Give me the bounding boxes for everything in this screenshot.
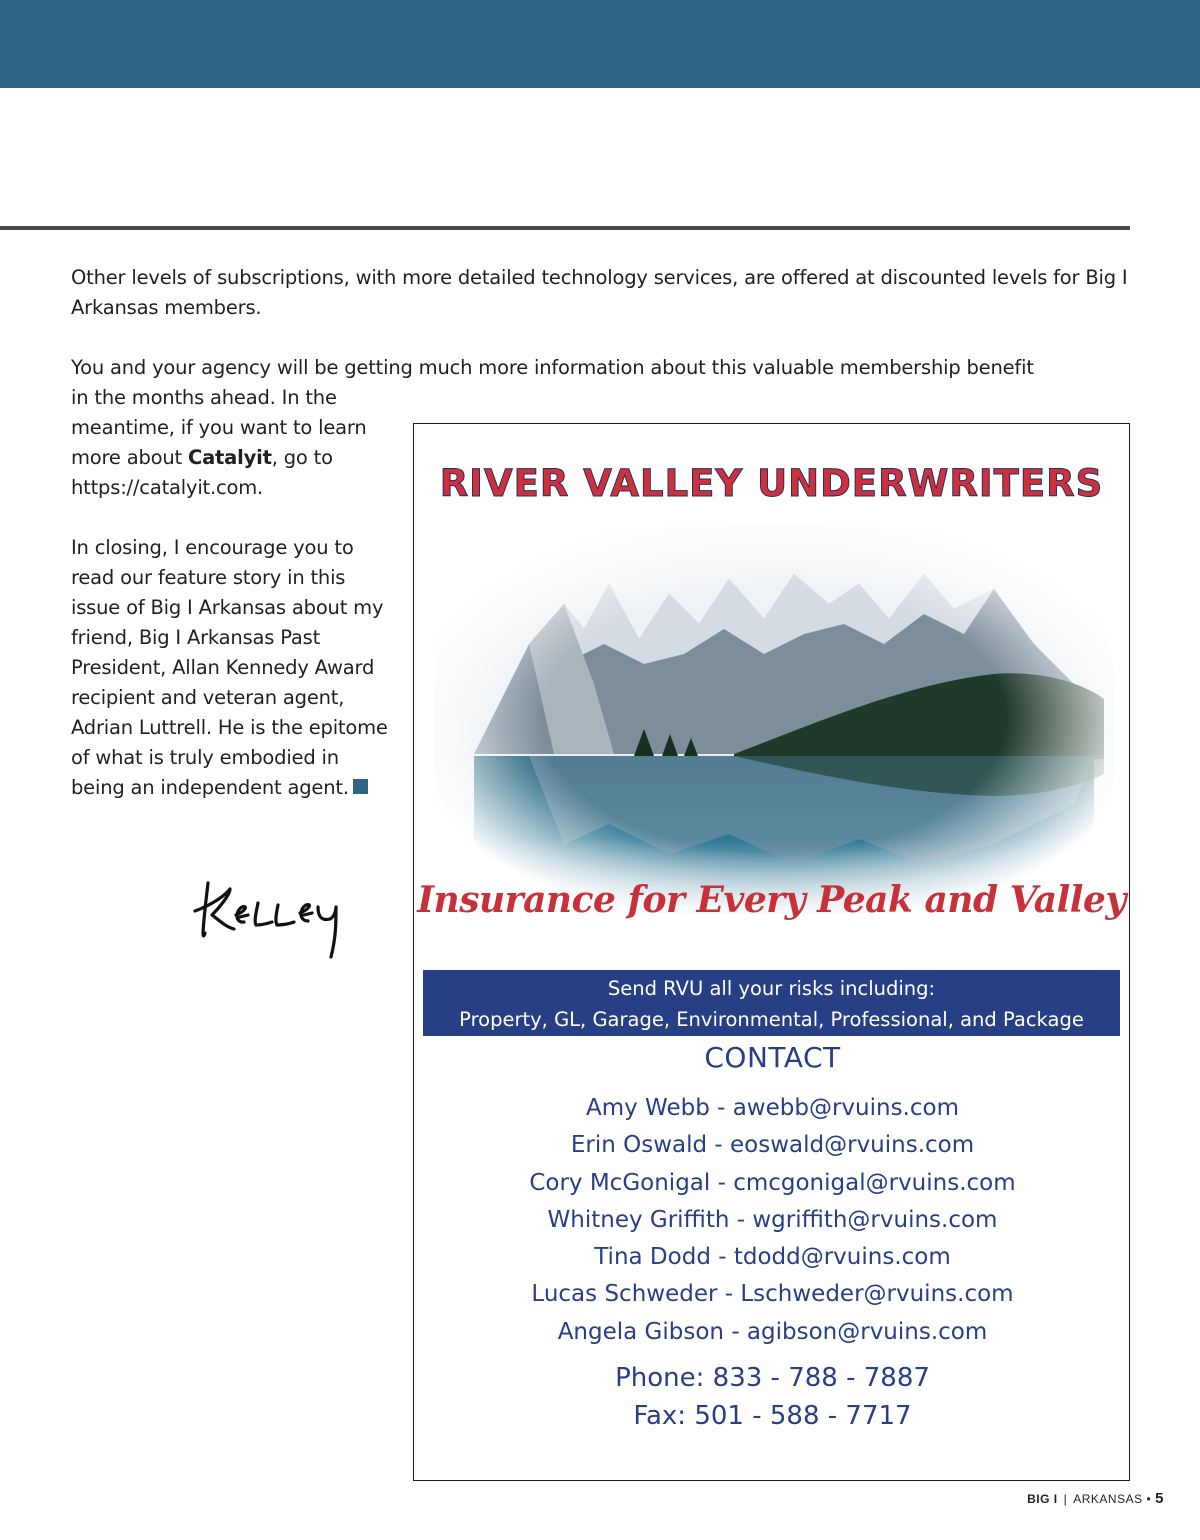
contact-list xyxy=(414,1090,1130,1351)
phone-fax-block xyxy=(414,1359,1130,1435)
signature-kelley xyxy=(186,875,356,970)
page-footer xyxy=(1027,1490,1164,1507)
contact-item[interactable]: Whitney Griffith - wgriffith@rvuins.com xyxy=(547,1206,998,1233)
page-number: 5 xyxy=(1155,1490,1164,1507)
paragraph-catalyit-before: in the months ahead. In the meantime, if you want to learn more about xyxy=(71,386,367,469)
left-text-column xyxy=(71,383,391,833)
phone-number[interactable]: Phone: 833 - 788 - 7887 xyxy=(615,1363,930,1393)
contact-item[interactable]: Cory McGonigal - cmcgonigal@rvuins.com xyxy=(529,1169,1016,1196)
risk-band xyxy=(423,970,1120,1036)
footer-separator: | xyxy=(1063,1492,1068,1506)
paragraph-subscriptions: Other levels of subscriptions, with more detailed technology services, are offered at discounted levels for Big I Arkansas members. xyxy=(71,266,1128,319)
ad-tagline: Insurance for Every Peak and Valley xyxy=(417,879,1126,921)
risk-band-line-1: Send RVU all your risks including: xyxy=(607,977,936,1000)
contact-item[interactable]: Tina Dodd - tdodd@rvuins.com xyxy=(594,1244,951,1271)
fax-number: Fax: 501 - 588 - 7717 xyxy=(633,1401,912,1431)
paragraph-catalyit-after: , go to https://catalyit.com. xyxy=(71,446,333,499)
paragraph-more-info-line: You and your agency will be getting much more information about this valuable membership benefit xyxy=(71,356,1034,379)
contact-item[interactable]: Angela Gibson - agibson@rvuins.com xyxy=(557,1318,988,1345)
top-banner xyxy=(0,0,1200,88)
footer-bullet: • xyxy=(1146,1492,1152,1506)
header-rule xyxy=(0,226,1130,230)
footer-brand: BIG I xyxy=(1027,1492,1058,1506)
paragraph-catalyit xyxy=(71,383,391,503)
contact-item[interactable]: Erin Oswald - eoswald@rvuins.com xyxy=(570,1132,975,1159)
end-mark-icon xyxy=(353,779,368,794)
ad-title: RIVER VALLEY UNDERWRITERS xyxy=(439,462,1104,505)
advertisement-river-valley-underwriters xyxy=(413,423,1130,1481)
contact-item[interactable]: Lucas Schweder - Lschweder@rvuins.com xyxy=(531,1281,1014,1308)
footer-state: ARKANSAS xyxy=(1073,1492,1143,1506)
catalyit-bold: Catalyit xyxy=(187,446,272,469)
mountain-lake-photo xyxy=(434,524,1114,914)
paragraph-closing xyxy=(71,533,391,803)
contact-item[interactable]: Amy Webb - awebb@rvuins.com xyxy=(585,1095,959,1121)
risk-band-line-2: Property, GL, Garage, Environmental, Professional, and Package xyxy=(459,1008,1084,1031)
paragraph-closing-text: In closing, I encourage you to read our feature story in this issue of Big I Arkansas about my friend, Big I Arkansas Past President, Allan Kennedy Award recipient and veteran agent, Adrian Luttrell. He is the epitome of what is truly embodied in being an independent agent. xyxy=(71,536,388,799)
contact-heading: CONTACT xyxy=(704,1041,841,1074)
